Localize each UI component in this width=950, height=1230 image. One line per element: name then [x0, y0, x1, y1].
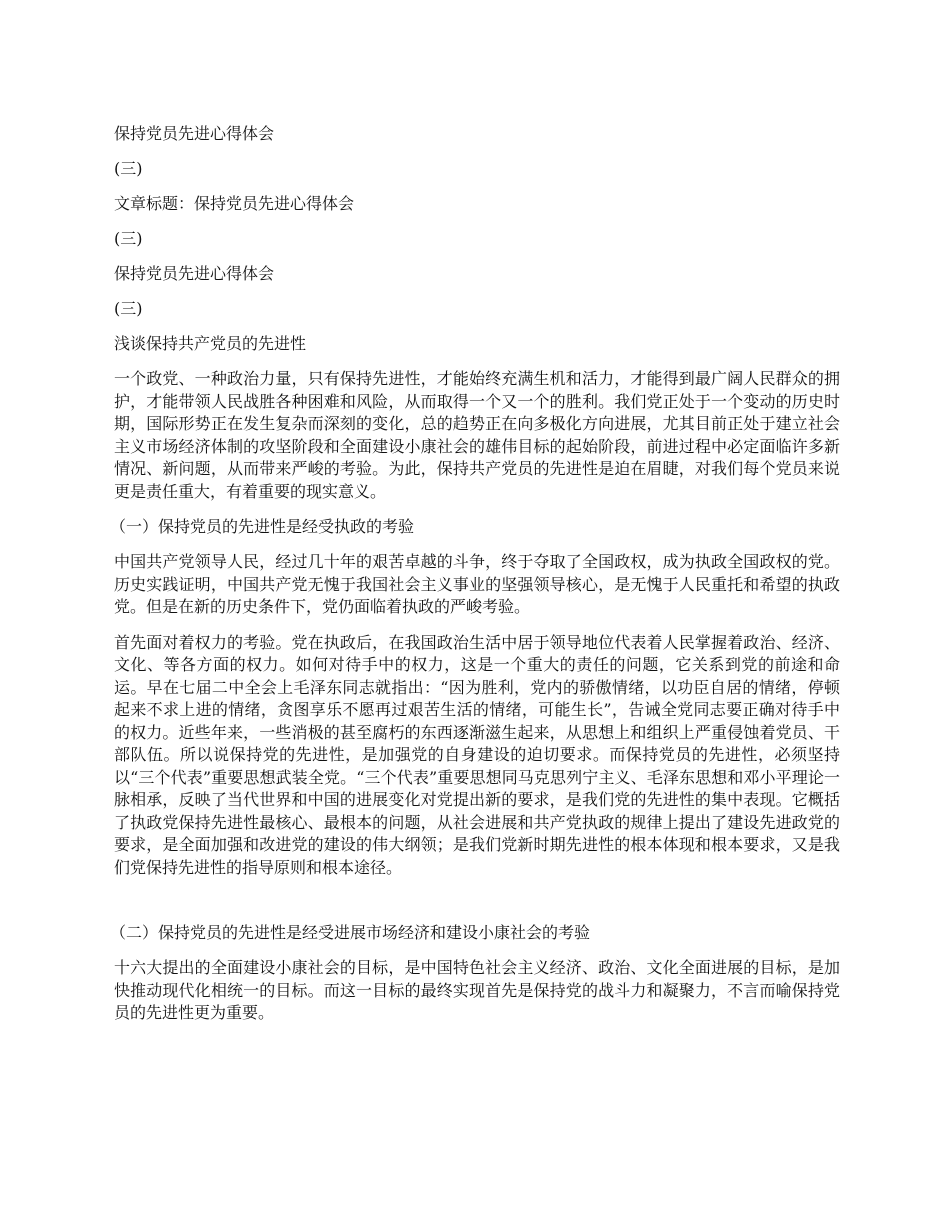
- section-1-paragraph-2: 首先面对着权力的考验。党在执政后，在我国政治生活中居于领导地位代表着人民掌握着政治、经济、文化、等各方面的权力。如何对待手中的权力，这是一个重大的责任的问题，它关系到党的前途和命运。早在七届二中全会上毛泽东同志就指出：“因为胜利，党内的骄傲情绪，以功臣自居的情绪，停顿起来不求上进的情绪，贪图享乐不愿再过艰苦生活的情绪，可能生长”，告诫全党同志要正确对待手中的权力。近些年来，一些消极的甚至腐朽的东西逐渐滋生起来，从思想上和组织上严重侵蚀着党员、干部队伍。所以说保持党的先进性，是加强党的自身建设的迫切要求。而保持党员的先进性，必须坚持以“三个代表”重要思想武装全党。“三个代表”重要思想同马克思列宁主义、毛泽东思想和邓小平理论一脉相承，反映了当代世界和中国的进展变化对党提出新的要求，是我们党的先进性的集中表现。它概括了执政党保持先进性最核心、最根本的问题，从社会进展和共产党执政的规律上提出了建设先进政党的要求，是全面加强和改进党的建设的伟大纲领；是我们党新时期先进性的根本体现和根本要求，又是我们党保持先进性的指导原则和根本途径。: [114, 632, 840, 877]
- essay-title: 浅谈保持共产党员的先进性: [114, 334, 307, 353]
- section-1-heading: （一）保持党员的先进性是经受执政的考验: [110, 517, 415, 536]
- section-spacer: [114, 892, 840, 922]
- document-page: [110, 123, 840, 1038]
- section-1-paragraph-1: 中国共产党领导人民，经过几十年的艰苦卓越的斗争，终于夺取了全国政权，成为执政全国政权的党。历史实践证明，中国共产党无愧于我国社会主义事业的坚强领导核心，是无愧于人民重托和希望的执政党。但是在新的历史条件下，党仍面临着执政的严峻考验。: [114, 552, 840, 616]
- section-2-paragraph-1: 十六大提出的全面建设小康社会的目标，是中国特色社会主义经济、政治、文化全面进展的目标，是加快推动现代化相统一的目标。而这一目标的最终实现首先是保持党的战斗力和凝聚力，不言而喻保持党员的先进性更为重要。: [114, 958, 840, 1022]
- intro-paragraph: 一个政党、一种政治力量，只有保持先进性，才能始终充满生机和活力，才能得到最广阔人民群众的拥护，才能带领人民战胜各种困难和风险，从而取得一个又一个的胜利。我们党正处于一个变动的历史时期，国际形势正在发生复杂而深刻的变化，总的趋势正在向多极化方向进展，尤其目前正处于建立社会主义市场经济体制的攻坚阶段和全面建设小康社会的雄伟目标的起始阶段，前进过程中必定面临许多新情况、新问题，从而带来严峻的考验。为此，保持共产党员的先进性是迫在眉睫，对我们每个党员来说更是责任重大，有着重要的现实意义。: [114, 369, 840, 501]
- doc-title-number: (三): [114, 159, 143, 178]
- article-title-label: 文章标题：保持党员先进心得体会: [114, 194, 355, 213]
- article-title-number: (三): [114, 229, 143, 248]
- section-2-heading: （二）保持党员的先进性是经受进展市场经济和建设小康社会的考验: [110, 923, 591, 942]
- repeat-title-number: (三): [114, 299, 143, 318]
- doc-title: 保持党员先进心得体会: [114, 124, 275, 143]
- repeat-title: 保持党员先进心得体会: [114, 264, 275, 283]
